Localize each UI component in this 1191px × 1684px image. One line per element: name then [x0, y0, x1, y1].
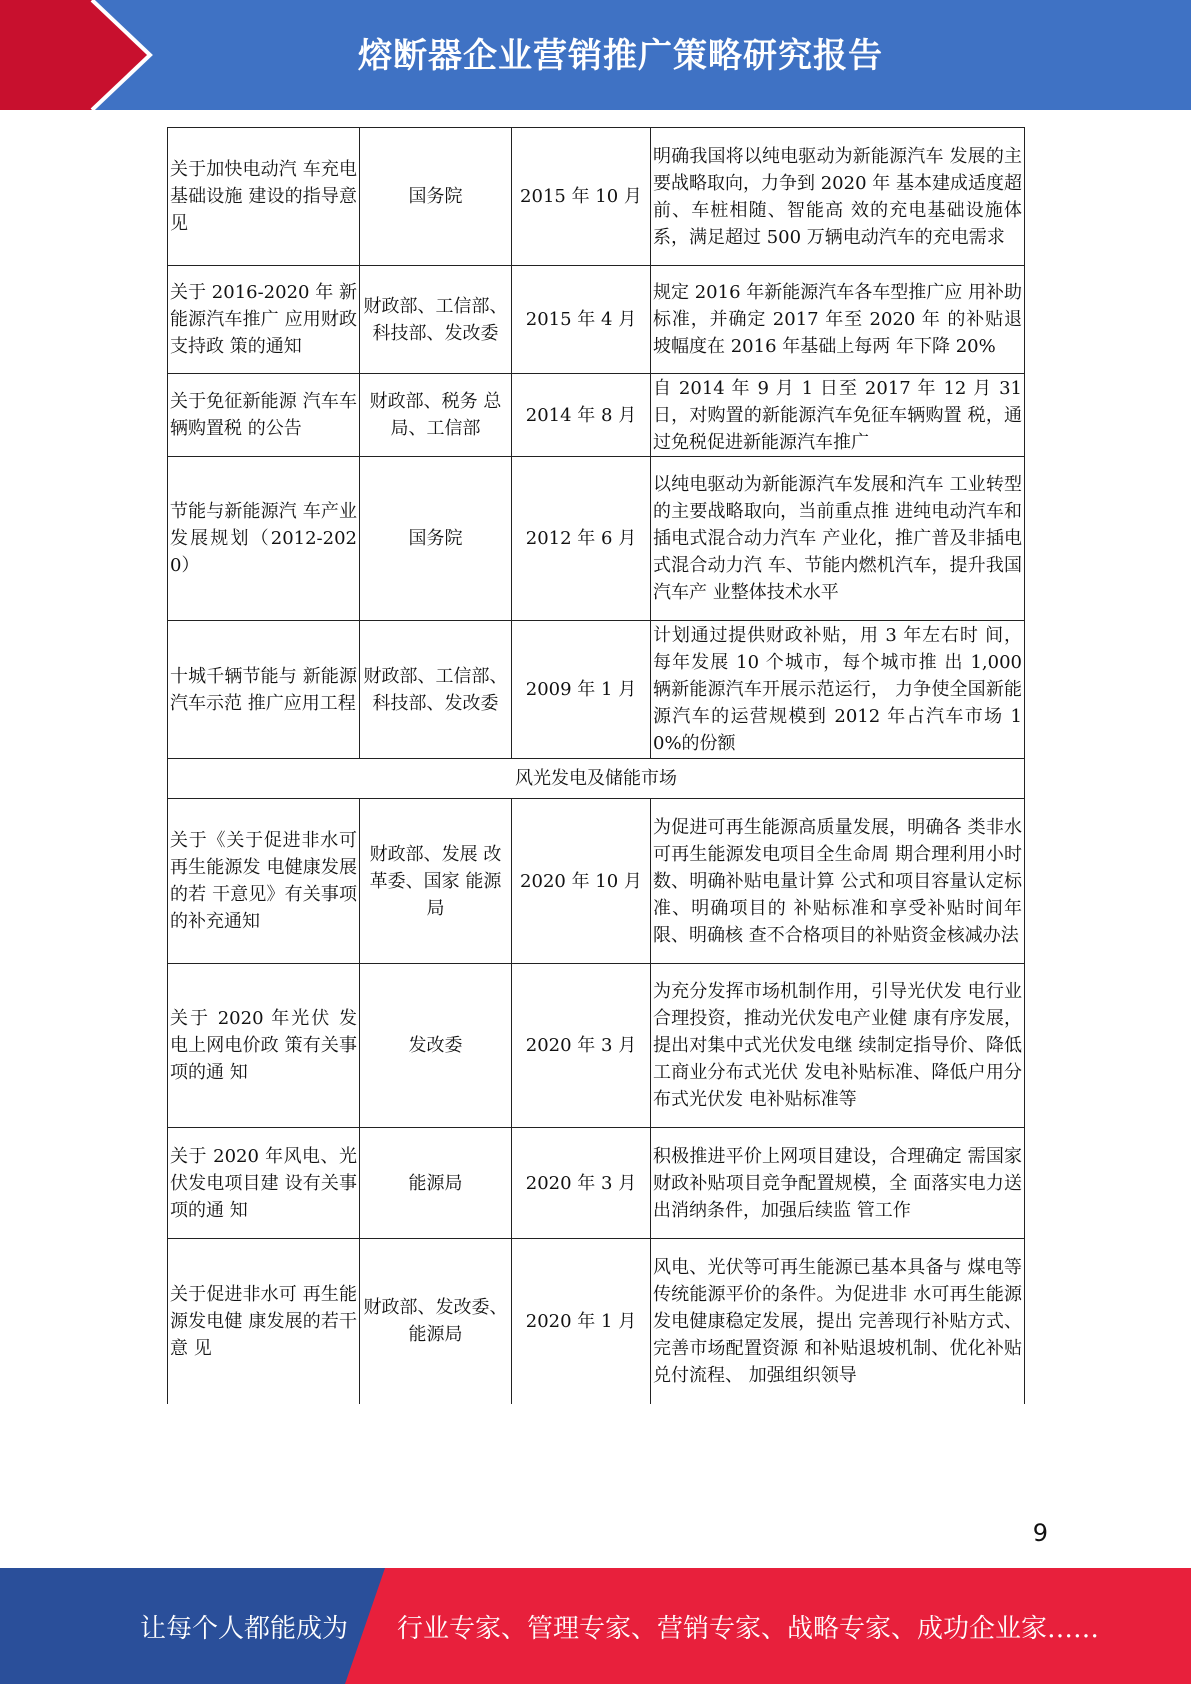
page-footer	[0, 1568, 1191, 1684]
policy-date: 2015 年 4 月	[512, 266, 651, 374]
policy-content: 为促进可再生能源高质量发展，明确各 类非水可再生能源发电项目全生命周 期合理利用小时数、明确补贴电量计算 公式和项目容量认定标准、明确项目的 补贴标准和享受补贴时间年限、明确核 查不合格项目的补贴资金核减办法	[651, 799, 1025, 964]
policy-date: 2020 年 1 月	[512, 1239, 651, 1404]
page-header	[0, 0, 1191, 110]
policy-date: 2015 年 10 月	[512, 128, 651, 266]
policy-issuer: 财政部、税务 总局、工信部	[360, 374, 512, 457]
policy-content: 积极推进平价上网项目建设，合理确定 需国家财政补贴项目竞争配置规模，全 面落实电力送出消纳条件，加强后续监 管工作	[651, 1128, 1025, 1239]
table-row	[168, 1239, 1025, 1404]
policy-date: 2009 年 1 月	[512, 621, 651, 759]
section-title: 风光发电及储能市场	[168, 759, 1025, 799]
table-row	[168, 621, 1025, 759]
policy-content: 规定 2016 年新能源汽车各车型推广应 用补助标准，并确定 2017 年至 2020 年 的补贴退坡幅度在 2016 年基础上每两 年下降 20%	[651, 266, 1025, 374]
policy-name: 关于加快电动汽 车充电基础设施 建设的指导意见	[168, 128, 360, 266]
table-row	[168, 799, 1025, 964]
policy-issuer: 财政部、发展 改革委、国家 能源局	[360, 799, 512, 964]
policy-name: 节能与新能源汽 车产业发展规划（2012-2020）	[168, 457, 360, 621]
report-title: 熔断器企业营销推广策略研究报告	[358, 36, 883, 76]
table-row	[168, 964, 1025, 1128]
policy-content: 为充分发挥市场机制作用，引导光伏发 电行业合理投资，推动光伏发电产业健 康有序发展，提出对集中式光伏发电继 续制定指导价、降低工商业分布式光伏 发电补贴标准、降低户用分布式光伏发 电补贴标准等	[651, 964, 1025, 1128]
policy-issuer: 发改委	[360, 964, 512, 1128]
footer-slogan-left: 让每个人都能成为	[140, 1614, 349, 1644]
policy-content: 计划通过提供财政补贴，用 3 年左右时 间，每年发展 10 个城市，每个城市推 出 1,000 辆新能源汽车开展示范运行， 力争使全国新能源汽车的运营规模到 2012 年占汽车市场 10%的份额	[651, 621, 1025, 759]
policy-issuer: 能源局	[360, 1128, 512, 1239]
table-row	[168, 374, 1025, 457]
policy-date: 2014 年 8 月	[512, 374, 651, 457]
policy-content: 明确我国将以纯电驱动为新能源汽车 发展的主要战略取向，力争到 2020 年 基本建成适度超前、车桩相随、智能高 效的充电基础设施体系，满足超过 500 万辆电动汽车的充电需求	[651, 128, 1025, 266]
table-row	[168, 1128, 1025, 1239]
policy-name: 关于 2020 年风电、光伏发电项目建 设有关事项的通 知	[168, 1128, 360, 1239]
policy-issuer: 国务院	[360, 457, 512, 621]
policy-date: 2020 年 3 月	[512, 1128, 651, 1239]
header-arrow-decoration	[0, 0, 160, 110]
policy-date: 2012 年 6 月	[512, 457, 651, 621]
policy-content: 以纯电驱动为新能源汽车发展和汽车 工业转型的主要战略取向，当前重点推 进纯电动汽车和插电式混合动力汽车 产业化，推广普及非插电式混合动力汽 车、节能内燃机汽车，提升我国汽车产 业整体技术水平	[651, 457, 1025, 621]
policy-issuer: 财政部、发改委、能源局	[360, 1239, 512, 1404]
policy-table	[167, 127, 1025, 1404]
policy-name: 关于免征新能源 汽车车辆购置税 的公告	[168, 374, 360, 457]
policy-date: 2020 年 3 月	[512, 964, 651, 1128]
table-row	[168, 128, 1025, 266]
table-row	[168, 266, 1025, 374]
table-row	[168, 457, 1025, 621]
page-number: 9	[1032, 1519, 1048, 1547]
policy-name: 关于促进非水可 再生能源发电健 康发展的若干意 见	[168, 1239, 360, 1404]
policy-content: 风电、光伏等可再生能源已基本具备与 煤电等传统能源平价的条件。为促进非 水可再生能源发电健康稳定发展，提出 完善现行补贴方式、完善市场配置资源 和补贴退坡机制、优化补贴兑付流程、 加强组织领导	[651, 1239, 1025, 1404]
policy-issuer: 国务院	[360, 128, 512, 266]
policy-name: 关于 2020 年光伏 发电上网电价政 策有关事项的通 知	[168, 964, 360, 1128]
policy-content: 自 2014 年 9 月 1 日至 2017 年 12 月 31 日，对购置的新能源汽车免征车辆购置 税，通过免税促进新能源汽车推广	[651, 374, 1025, 457]
policy-name: 关于《关于促进非水可再生能源发 电健康发展的若 干意见》有关事项 的补充通知	[168, 799, 360, 964]
policy-date: 2020 年 10 月	[512, 799, 651, 964]
section-row	[168, 759, 1025, 799]
policy-issuer: 财政部、工信部、科技部、发改委	[360, 266, 512, 374]
policy-name: 关于 2016-2020 年 新能源汽车推广 应用财政支持政 策的通知	[168, 266, 360, 374]
policy-name: 十城千辆节能与 新能源汽车示范 推广应用工程	[168, 621, 360, 759]
footer-slogan-right: 行业专家、管理专家、营销专家、战略专家、成功企业家……	[397, 1614, 1100, 1644]
policy-issuer: 财政部、工信部、科技部、发改委	[360, 621, 512, 759]
